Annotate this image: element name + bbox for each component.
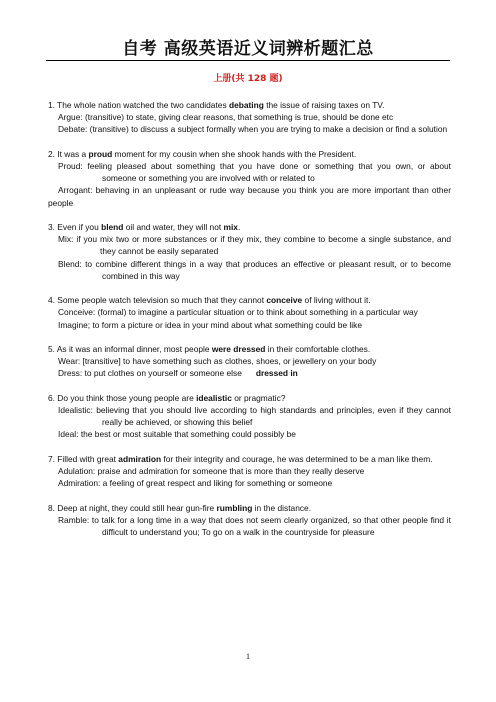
definition: Debate: (transitive) to discuss a subject formally when you are trying to make a decision or find a solution [58,124,448,135]
definition: Idealistic: believing that you should live according to high standards and principles, even if they cannot really be achieved, or showing this belief [58,405,451,428]
keyword: were dressed [211,344,266,354]
question-sentence: 7. Filled with great admiration for their integrity and courage, he was determined to be a man like them. [48,453,433,464]
answer-phrase: dressed in [255,368,298,379]
question-entry-3 [48,221,451,282]
keyword: proud [88,148,113,159]
question-sentence: 8. Deep at night, they could still hear gun-fire rumbling in the distance. [48,502,312,513]
definition: Blend: to combine different things in a way that produces an effective or pleasant result, or to become combined in this way [58,258,451,281]
question-sentence: 3. Even if you blend oil and water, they will not mix. [48,222,241,232]
keyword: idealistic [196,392,232,403]
definition: Adulation: praise and admiration for someone that is more than they really deserve [58,466,365,476]
definition: Ramble: to talk for a long time in a way that does not seem clearly organized, so that other people find it difficult to understand you; To go on a walk in the countryside for pleasure [58,514,451,537]
question-entry-1 [48,99,451,136]
keyword: admiration [118,453,162,464]
question-entry-5 [48,343,451,380]
question-entry-2 [48,148,451,209]
definition: Mix: if you mix two or more substances or if they mix, they combine to become a single substance, and they cannot be easily separated [58,234,451,257]
question-sentence: 2. It was a proud moment for my cousin when she shook hands with the President. [48,148,357,159]
definition: Wear: [transitive] to have something such as clothes, shoes, or jewellery on your body [58,356,377,367]
definition: Ideal: the best or most suitable that something could possibly be [58,429,296,440]
question-sentence: 1. The whole nation watched the two candidates debating the issue of raising taxes on TV. [48,100,385,110]
question-entry-8 [48,502,451,539]
page-number: 1 [246,652,250,661]
keyword: debating [228,100,264,110]
definition: Conceive: (formal) to imagine a particular situation or to think about something in a particular way [58,307,418,318]
question-sentence: 5. As it was an informal dinner, most people were dressed in their comfortable clothes. [48,344,371,354]
section-subtitle: 上册(共 128 题) [213,74,283,84]
keyword: blend [101,222,124,232]
keyword: conceive [266,295,303,306]
definition: Argue: (transitive) to state, giving clear reasons, that something is true, should be done etc [58,112,394,123]
definition: Proud: feeling pleased about something that you have done or something that you own, or about someone or something you are involved with or related to [58,161,451,184]
definition: Imagine; to form a picture or idea in your mind about what something could be like [58,319,362,330]
question-entry-6 [48,392,451,441]
definition: Dress: to put clothes on yourself or someone else dressed in [58,368,298,379]
document-title: 自考 高级英语近义词辨析题汇总 [122,39,374,59]
question-sentence: 6. Do you think those young people are idealistic or pragmatic? [48,392,286,403]
definition: Arrogant: behaving in an unpleasant or rude way because you think you are more important than other people [48,185,451,208]
definition: Admiration: a feeling of great respect and liking for something or someone [58,478,333,489]
keyword: rumbling [216,502,253,513]
question-entry-7 [48,453,451,490]
question-sentence: 4. Some people watch television so much that they cannot conceive of living without it. [48,295,371,306]
question-entry-4 [48,294,451,331]
keyword: mix [223,222,238,232]
question-list [48,99,451,550]
title-divider [46,60,450,61]
